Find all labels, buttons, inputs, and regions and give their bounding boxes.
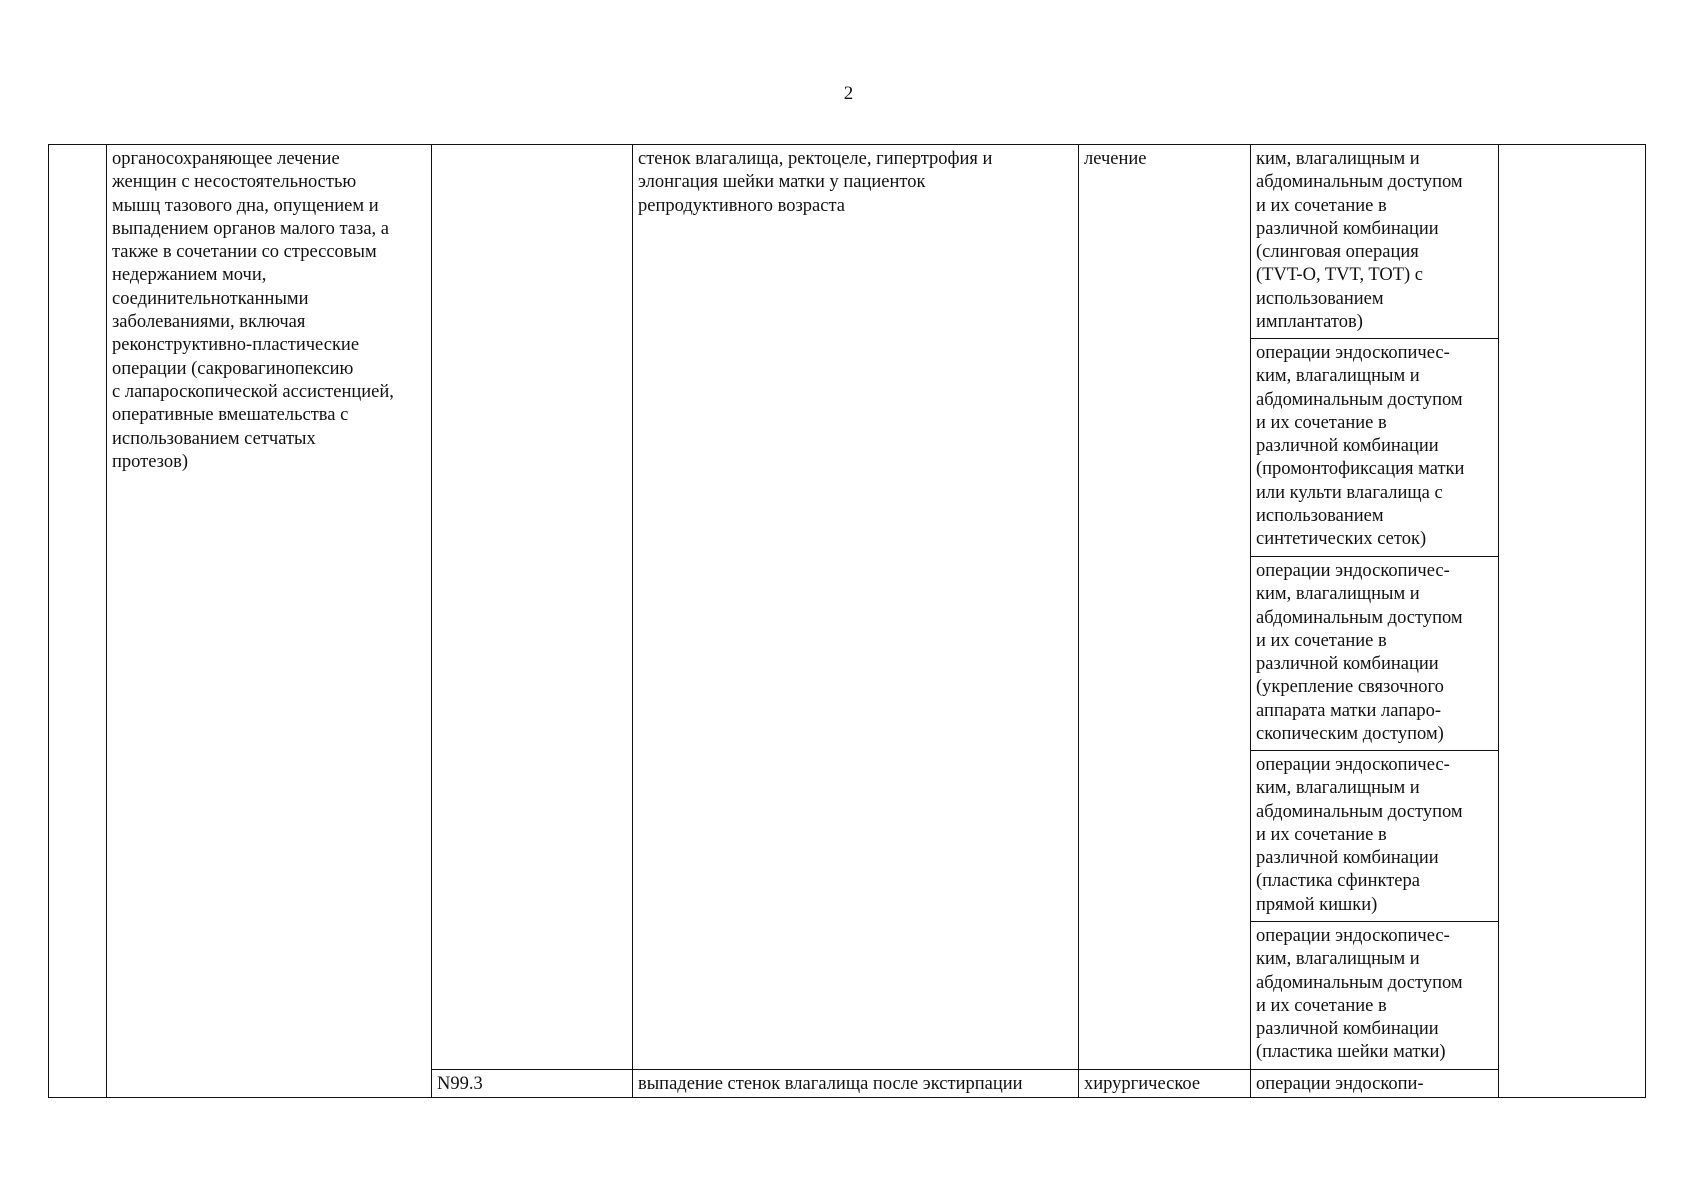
code-cell: N99.3 bbox=[432, 1070, 633, 1098]
indication-cell: органосохраняющее лечение женщин с несостоятельностью мышц тазового дна, опущением и выпадением органов малого таза, а также в сочетании со стрессовым недержанием мочи, соединительнотканными заболеваниями, включая реконструктивно-пластические операции (сакровагинопексию с лапароскопической ассистенцией, оперативные вмешательства с использованием сетчатых протезов) bbox=[107, 145, 432, 1098]
number-cell bbox=[49, 145, 107, 1098]
method-cell: операции эндоскопичес- ким, влагалищным и абдоминальным доступом и их сочетание в различной комбинации (промонтофиксация матки или культи влагалища с использованием синтетических сеток) bbox=[1251, 339, 1499, 557]
page-number: 2 bbox=[843, 83, 854, 104]
method-cell: операции эндоскопичес- ким, влагалищным и абдоминальным доступом и их сочетание в различной комбинации (пластика шейки матки) bbox=[1251, 922, 1499, 1070]
tariff-cell bbox=[1499, 145, 1646, 1098]
treatment-type-cell: лечение bbox=[1079, 145, 1251, 1070]
code-cell bbox=[432, 145, 633, 1070]
method-cell: ким, влагалищным и абдоминальным доступом и их сочетание в различной комбинации (слинговая операция (TVT-O, TVT, TOT) с использованием имплантатов) bbox=[1251, 145, 1499, 339]
treatment-type-cell: хирургическое bbox=[1079, 1070, 1251, 1098]
method-cell: операции эндоскопи- bbox=[1251, 1070, 1499, 1098]
method-cell: операции эндоскопичес- ким, влагалищным и абдоминальным доступом и их сочетание в различной комбинации (укрепление связочного аппарата матки лапаро- скопическим доступом) bbox=[1251, 557, 1499, 751]
diagnosis-cell: стенок влагалища, ректоцеле, гипертрофия и элонгация шейки матки у пациенток репродуктивного возраста bbox=[633, 145, 1079, 1070]
diagnosis-cell: выпадение стенок влагалища после экстирпации bbox=[633, 1070, 1079, 1098]
method-cell: операции эндоскопичес- ким, влагалищным и абдоминальным доступом и их сочетание в различной комбинации (пластика сфинктера прямой кишки) bbox=[1251, 751, 1499, 922]
medical-care-table bbox=[48, 144, 1646, 1098]
